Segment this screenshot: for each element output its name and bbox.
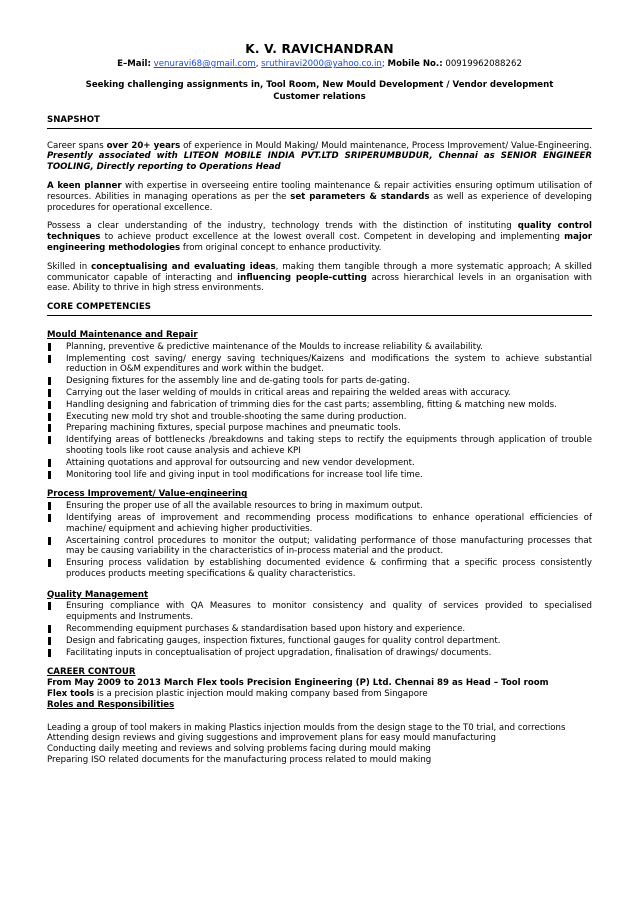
subsection-title-roles: Roles and Responsibilities [47, 699, 175, 710]
list-item: Ensuring the proper use of all the available resources to bring in maximum output. [47, 501, 592, 512]
list-item: Preparing machining fixtures, special purpose machines and pneumatic tools. [47, 423, 592, 434]
list-item: Carrying out the laser welding of moulds in critical areas and repairing the welded areas with accuracy. [47, 388, 592, 399]
list-item: Planning, preventive & predictive maintenance of the Moulds to increase reliability & availability. [47, 342, 592, 353]
mould-list [47, 342, 592, 481]
bullet-icon [48, 377, 51, 385]
list-item: Attaining quotations and approval for outsourcing and new vendor development. [47, 458, 592, 469]
text-run: Possess a clear understanding of the industry, technology trends with the distinction of instituting [47, 221, 518, 232]
list-item: Ensuring compliance with QA Measures to monitor consistency and quality of services provided to specialised equipments and Instruments. [47, 601, 592, 623]
text-run: across hierarchical levels in an organisation with ease. Ability to thrive in high stress environments. [47, 272, 592, 294]
email-link-primary[interactable]: venuravi68@gmail.com [153, 59, 256, 69]
list-item: Ensuring process validation by establishing documented evidence & confirming that a specific process consistently produces products meeting specifications & quality characteristics. [47, 558, 592, 580]
bullet-icon [48, 343, 51, 351]
text-run: of experience in Mould Making/ Mould maintenance, Process Improvement/ Value-Engineering. [180, 140, 592, 151]
text-run: Career spans [47, 140, 107, 151]
text-run: as well as experience of developing procedures for operational excellence. [47, 191, 592, 213]
text-run-bold: over 20+ years [106, 140, 181, 151]
subsection-title-quality: Quality Management [47, 589, 149, 600]
text-run: to achieve product excellence at the lowest overall cost. Competent in developing and implementing [100, 232, 565, 243]
bullet-icon [48, 602, 51, 610]
bullet-icon [48, 389, 51, 397]
snapshot-paragraph-4 [47, 262, 592, 294]
subsection-title-mould: Mould Maintenance and Repair [47, 329, 198, 340]
bullet-icon [48, 355, 51, 363]
text-run: Skilled in [47, 261, 92, 272]
bullet-icon [48, 559, 51, 567]
text-run-bold: conceptualising and evaluating ideas [91, 261, 276, 272]
bullet-icon [48, 459, 51, 467]
email-label: E–Mail: [117, 59, 151, 69]
email-separator: , [255, 59, 262, 69]
text-run-bold: major engineering methodologies [47, 232, 592, 253]
list-item: Monitoring tool life and giving input in tool modifications for increase tool life time. [47, 470, 592, 481]
text-run-bold: quality control techniques [47, 221, 592, 243]
candidate-name: K. V. RAVICHANDRAN [245, 42, 394, 56]
list-item: Executing new mold try shot and trouble-shooting the same during production. [47, 412, 592, 423]
list-item: Leading a group of tool makers in making Plastics injection moulds from the design stage to the T0 trial, and corrections [47, 722, 566, 733]
text-run-bold-italic: Presently associated with LITEON MOBILE INDIA PVT.LTD SRIPERUMBUDUR, Chennai as SENIOR ENGINEER TOOLING, Directly reporting to Operations Head [47, 151, 592, 173]
section-heading-core-competencies: CORE COMPETENCIES [47, 302, 592, 316]
text-run: with expertise in overseeing entire tooling maintenance & repair activities ensuring optimum utilisation of resources. Abilities in managing operations as per the [47, 180, 592, 202]
resume-page [47, 0, 592, 766]
career-objective: Seeking challenging assignments in, Tool Room, New Mould Development / Vendor development Customer relations [85, 79, 554, 102]
section-heading-career: CAREER CONTOUR [47, 667, 136, 678]
list-item: Designing fixtures for the assembly line and de-gating tools for parts de-gating. [47, 376, 592, 387]
mobile-number: 00919962088262 [442, 59, 522, 69]
list-item: Preparing ISO related documents for the manufacturing process related to mould making [47, 755, 432, 766]
list-item: Identifying areas of improvement and recommending process modifications to enhance operational efficiencies of machine/ equipment and achieving higher productivities. [47, 513, 592, 535]
list-item: Conducting daily meeting and reviews and solving problems facing during mould making [47, 744, 431, 755]
company-name: Flex tools [47, 689, 95, 700]
email-link-secondary[interactable]: sruthiravi2000@yahoo.co.in [261, 59, 382, 69]
bullet-icon [48, 436, 51, 444]
list-item: Recommending equipment purchases & standardisation based upon history and experience. [47, 624, 592, 635]
text-run: , making them tangible through a more systematic approach; A skilled communicator capable of interacting and [47, 261, 592, 283]
roles-list [47, 723, 592, 766]
text-run-bold: set parameters & standards [290, 191, 430, 202]
bullet-icon [48, 413, 51, 421]
bullet-icon [48, 502, 51, 510]
list-item: Facilitating inputs in conceptualisation of project upgradation, finalisation of drawings/ documents. [47, 648, 592, 659]
list-item: Handling designing and fabrication of trimming dies for the cast parts; assembling, fitting & matching new molds. [47, 400, 592, 411]
list-item: Ascertaining control procedures to monitor the output; validating performance of those manufacturing processes that may be causing variability in the characteristics of in-process material and the product. [47, 536, 592, 558]
text-run-bold: A keen planner [47, 180, 122, 191]
bullet-icon [48, 424, 51, 432]
bullet-icon [48, 537, 51, 545]
contact-separator: ; [381, 59, 388, 69]
bullet-icon [48, 649, 51, 657]
text-run: from original concept to enhance productivity. [180, 242, 382, 253]
bullet-icon [48, 471, 51, 479]
list-item: Attending design reviews and giving suggestions and improvement plans for easy mould manufacturing [47, 733, 496, 744]
process-list [47, 501, 592, 580]
snapshot-paragraph-3 [47, 221, 592, 253]
subsection-title-process: Process Improvement/ Value-engineering [47, 489, 248, 500]
career-role-line: From May 2009 to 2013 March Flex tools Precision Engineering (P) Ltd. Chennai 89 as Head – Tool room [47, 678, 549, 689]
quality-list [47, 601, 592, 658]
text-run-bold: influencing people-cutting [237, 272, 367, 283]
contact-line [47, 59, 592, 70]
list-item: Implementing cost saving/ energy saving techniques/Kaizens and modifications the system to achieve substantial reduction in O&M expenditures and work within the budget. [47, 354, 592, 376]
company-description [47, 689, 592, 700]
bullet-icon [48, 625, 51, 633]
bullet-icon [48, 401, 51, 409]
bullet-icon [48, 637, 51, 645]
list-item: Design and fabricating gauges, inspection fixtures, functional gauges for quality control department. [47, 636, 592, 647]
text-run: is a precision plastic injection mould making company based from Singapore [94, 689, 428, 700]
bullet-icon [48, 514, 51, 522]
list-item: Identifying areas of bottlenecks /breakdowns and taking steps to rectify the equipments through application of trouble shooting tools like root cause analysis and achieve KPI [47, 435, 592, 457]
mobile-label: Mobile No.: [387, 59, 443, 69]
snapshot-paragraph-2 [47, 181, 592, 213]
snapshot-paragraph-1 [47, 141, 592, 173]
section-heading-snapshot: SNAPSHOT [47, 115, 592, 129]
